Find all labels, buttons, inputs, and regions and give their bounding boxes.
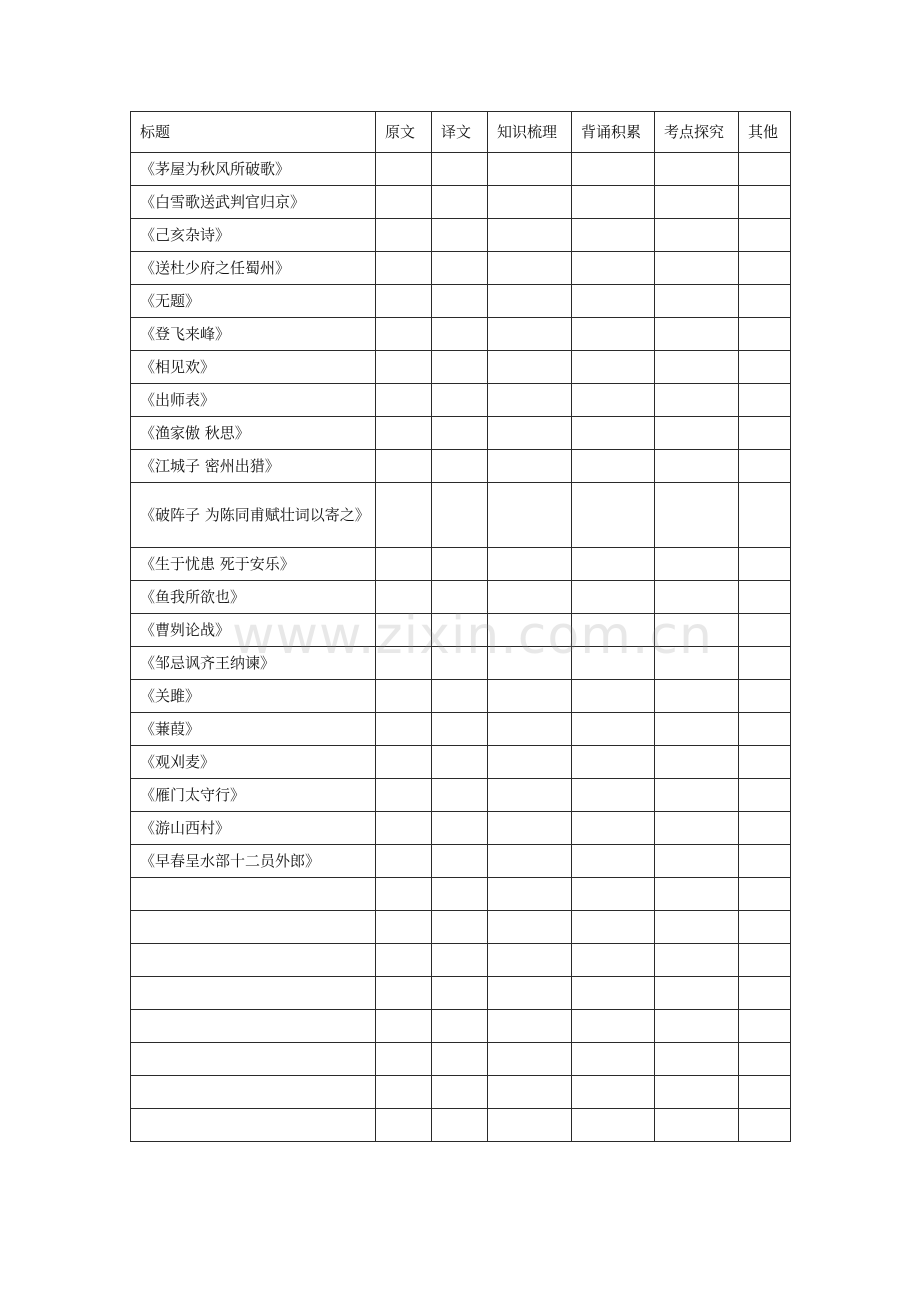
empty-cell	[572, 1076, 655, 1109]
empty-cell	[488, 548, 572, 581]
empty-cell	[376, 713, 432, 746]
empty-cell	[739, 351, 791, 384]
empty-cell	[432, 845, 488, 878]
empty-cell	[488, 384, 572, 417]
empty-cell	[572, 812, 655, 845]
empty-cell	[488, 1109, 572, 1142]
empty-cell	[572, 351, 655, 384]
empty-cell	[572, 680, 655, 713]
empty-cell	[432, 779, 488, 812]
empty-cell	[488, 1010, 572, 1043]
empty-cell	[376, 878, 432, 911]
empty-cell	[432, 614, 488, 647]
empty-cell	[488, 318, 572, 351]
table-row	[131, 713, 791, 746]
empty-cell	[572, 713, 655, 746]
empty-cell	[655, 977, 739, 1010]
row-title-cell	[131, 911, 376, 944]
empty-cell	[488, 680, 572, 713]
empty-cell	[488, 911, 572, 944]
empty-cell	[739, 977, 791, 1010]
empty-cell	[488, 878, 572, 911]
empty-cell	[572, 911, 655, 944]
empty-cell	[488, 450, 572, 483]
empty-cell	[572, 417, 655, 450]
row-title-cell: 《白雪歌送武判官归京》	[131, 186, 376, 219]
row-title-cell	[131, 1010, 376, 1043]
empty-cell	[572, 318, 655, 351]
empty-cell	[739, 944, 791, 977]
empty-cell	[655, 548, 739, 581]
empty-cell	[572, 977, 655, 1010]
watermark: www.zixin.com.cn	[232, 606, 713, 666]
empty-cell	[376, 1010, 432, 1043]
classical-text-checklist-table	[130, 111, 791, 1142]
empty-cell	[739, 779, 791, 812]
empty-cell	[739, 1076, 791, 1109]
empty-cell	[488, 614, 572, 647]
table-row	[131, 1076, 791, 1109]
empty-cell	[488, 812, 572, 845]
empty-cell	[432, 812, 488, 845]
empty-cell	[572, 647, 655, 680]
empty-cell	[432, 417, 488, 450]
row-title-cell: 《无题》	[131, 285, 376, 318]
empty-cell	[739, 153, 791, 186]
table-row	[131, 153, 791, 186]
empty-cell	[376, 219, 432, 252]
table-row	[131, 318, 791, 351]
empty-cell	[432, 548, 488, 581]
empty-cell	[432, 153, 488, 186]
table-row	[131, 779, 791, 812]
empty-cell	[739, 812, 791, 845]
empty-cell	[655, 1109, 739, 1142]
row-title-cell	[131, 1076, 376, 1109]
empty-cell	[376, 153, 432, 186]
empty-cell	[488, 153, 572, 186]
row-title-cell: 《相见欢》	[131, 351, 376, 384]
empty-cell	[655, 878, 739, 911]
empty-cell	[655, 812, 739, 845]
empty-cell	[739, 1043, 791, 1076]
row-title-cell: 《邹忌讽齐王纳谏》	[131, 647, 376, 680]
header-knowledge-review: 知识梳理	[488, 112, 572, 153]
row-title-cell: 《鱼我所欲也》	[131, 581, 376, 614]
table-body	[131, 153, 791, 1142]
row-title-cell	[131, 944, 376, 977]
table-row	[131, 351, 791, 384]
empty-cell	[488, 944, 572, 977]
empty-cell	[572, 614, 655, 647]
empty-cell	[376, 680, 432, 713]
table-row	[131, 614, 791, 647]
empty-cell	[432, 1043, 488, 1076]
empty-cell	[432, 252, 488, 285]
empty-cell	[488, 1043, 572, 1076]
empty-cell	[655, 713, 739, 746]
table-row	[131, 219, 791, 252]
empty-cell	[655, 581, 739, 614]
empty-cell	[655, 1076, 739, 1109]
table-row	[131, 252, 791, 285]
row-title-cell: 《蒹葭》	[131, 713, 376, 746]
empty-cell	[655, 1043, 739, 1076]
row-title-cell: 《渔家傲 秋思》	[131, 417, 376, 450]
row-title-cell: 《生于忧患 死于安乐》	[131, 548, 376, 581]
empty-cell	[432, 1010, 488, 1043]
empty-cell	[739, 746, 791, 779]
empty-cell	[488, 746, 572, 779]
empty-cell	[376, 1076, 432, 1109]
table-row	[131, 1109, 791, 1142]
empty-cell	[376, 779, 432, 812]
table-row	[131, 384, 791, 417]
empty-cell	[655, 779, 739, 812]
empty-cell	[739, 845, 791, 878]
empty-cell	[572, 944, 655, 977]
empty-cell	[432, 450, 488, 483]
empty-cell	[655, 614, 739, 647]
table-row	[131, 1010, 791, 1043]
row-title-cell	[131, 1043, 376, 1076]
table-header-row	[131, 112, 791, 153]
empty-cell	[376, 351, 432, 384]
row-title-cell: 《曹刿论战》	[131, 614, 376, 647]
empty-cell	[432, 483, 488, 548]
empty-cell	[488, 252, 572, 285]
row-title-cell: 《茅屋为秋风所破歌》	[131, 153, 376, 186]
empty-cell	[655, 450, 739, 483]
empty-cell	[488, 351, 572, 384]
empty-cell	[655, 351, 739, 384]
empty-cell	[739, 318, 791, 351]
row-title-cell: 《送杜少府之任蜀州》	[131, 252, 376, 285]
empty-cell	[488, 779, 572, 812]
table-row	[131, 1043, 791, 1076]
empty-cell	[572, 252, 655, 285]
row-title-cell: 《早春呈水部十二员外郎》	[131, 845, 376, 878]
table-row	[131, 878, 791, 911]
empty-cell	[739, 384, 791, 417]
empty-cell	[572, 878, 655, 911]
header-original-text: 原文	[376, 112, 432, 153]
empty-cell	[432, 186, 488, 219]
empty-cell	[488, 977, 572, 1010]
empty-cell	[488, 186, 572, 219]
empty-cell	[572, 746, 655, 779]
empty-cell	[376, 1043, 432, 1076]
empty-cell	[739, 911, 791, 944]
table-row	[131, 944, 791, 977]
empty-cell	[376, 581, 432, 614]
empty-cell	[572, 1043, 655, 1076]
empty-cell	[739, 219, 791, 252]
row-title-cell	[131, 878, 376, 911]
table-row	[131, 483, 791, 548]
table-row	[131, 647, 791, 680]
empty-cell	[572, 1109, 655, 1142]
empty-cell	[432, 977, 488, 1010]
empty-cell	[572, 779, 655, 812]
empty-cell	[739, 186, 791, 219]
empty-cell	[432, 647, 488, 680]
empty-cell	[432, 713, 488, 746]
row-title-cell	[131, 977, 376, 1010]
empty-cell	[376, 450, 432, 483]
table-row	[131, 450, 791, 483]
empty-cell	[432, 581, 488, 614]
empty-cell	[572, 548, 655, 581]
empty-cell	[432, 1109, 488, 1142]
empty-cell	[739, 252, 791, 285]
empty-cell	[488, 1076, 572, 1109]
row-title-cell: 《观刈麦》	[131, 746, 376, 779]
header-exam-points: 考点探究	[655, 112, 739, 153]
empty-cell	[376, 318, 432, 351]
empty-cell	[655, 252, 739, 285]
empty-cell	[655, 680, 739, 713]
table-row	[131, 911, 791, 944]
empty-cell	[572, 186, 655, 219]
empty-cell	[488, 713, 572, 746]
empty-cell	[655, 219, 739, 252]
empty-cell	[655, 384, 739, 417]
empty-cell	[376, 746, 432, 779]
empty-cell	[376, 812, 432, 845]
empty-cell	[488, 647, 572, 680]
header-translation: 译文	[432, 112, 488, 153]
empty-cell	[432, 680, 488, 713]
empty-cell	[376, 548, 432, 581]
empty-cell	[739, 647, 791, 680]
row-title-cell: 《己亥杂诗》	[131, 219, 376, 252]
table-row	[131, 845, 791, 878]
row-title-cell: 《破阵子 为陈同甫赋壮词以寄之》	[131, 483, 376, 548]
empty-cell	[376, 483, 432, 548]
empty-cell	[376, 614, 432, 647]
empty-cell	[655, 186, 739, 219]
empty-cell	[376, 911, 432, 944]
empty-cell	[655, 911, 739, 944]
empty-cell	[376, 944, 432, 977]
row-title-cell: 《江城子 密州出猎》	[131, 450, 376, 483]
empty-cell	[655, 285, 739, 318]
empty-cell	[572, 219, 655, 252]
empty-cell	[572, 450, 655, 483]
empty-cell	[432, 878, 488, 911]
empty-cell	[572, 384, 655, 417]
header-other: 其他	[739, 112, 791, 153]
empty-cell	[739, 285, 791, 318]
table-row	[131, 977, 791, 1010]
empty-cell	[432, 1076, 488, 1109]
empty-cell	[432, 746, 488, 779]
header-recitation: 背诵积累	[572, 112, 655, 153]
empty-cell	[432, 911, 488, 944]
table-row	[131, 581, 791, 614]
table-row	[131, 548, 791, 581]
empty-cell	[376, 252, 432, 285]
row-title-cell: 《游山西村》	[131, 812, 376, 845]
empty-cell	[739, 483, 791, 548]
empty-cell	[432, 384, 488, 417]
table-row	[131, 680, 791, 713]
row-title-cell	[131, 1109, 376, 1142]
header-title: 标题	[131, 112, 376, 153]
empty-cell	[488, 845, 572, 878]
empty-cell	[376, 285, 432, 318]
empty-cell	[376, 845, 432, 878]
table-row	[131, 186, 791, 219]
empty-cell	[432, 318, 488, 351]
empty-cell	[655, 944, 739, 977]
empty-cell	[739, 878, 791, 911]
empty-cell	[739, 417, 791, 450]
row-title-cell: 《雁门太守行》	[131, 779, 376, 812]
empty-cell	[655, 845, 739, 878]
empty-cell	[432, 219, 488, 252]
empty-cell	[572, 153, 655, 186]
empty-cell	[655, 318, 739, 351]
empty-cell	[488, 219, 572, 252]
row-title-cell: 《出师表》	[131, 384, 376, 417]
empty-cell	[572, 483, 655, 548]
empty-cell	[739, 548, 791, 581]
empty-cell	[572, 581, 655, 614]
empty-cell	[655, 483, 739, 548]
empty-cell	[376, 977, 432, 1010]
empty-cell	[572, 845, 655, 878]
empty-cell	[376, 647, 432, 680]
empty-cell	[655, 153, 739, 186]
empty-cell	[376, 384, 432, 417]
table-row	[131, 285, 791, 318]
empty-cell	[376, 186, 432, 219]
row-title-cell: 《关雎》	[131, 680, 376, 713]
empty-cell	[739, 1010, 791, 1043]
empty-cell	[432, 285, 488, 318]
empty-cell	[432, 944, 488, 977]
empty-cell	[655, 746, 739, 779]
row-title-cell: 《登飞来峰》	[131, 318, 376, 351]
table-row	[131, 812, 791, 845]
table-row	[131, 746, 791, 779]
empty-cell	[488, 417, 572, 450]
empty-cell	[739, 713, 791, 746]
empty-cell	[739, 1109, 791, 1142]
table-row	[131, 417, 791, 450]
empty-cell	[488, 285, 572, 318]
empty-cell	[739, 450, 791, 483]
empty-cell	[655, 647, 739, 680]
empty-cell	[572, 285, 655, 318]
empty-cell	[739, 581, 791, 614]
empty-cell	[655, 1010, 739, 1043]
empty-cell	[376, 417, 432, 450]
empty-cell	[488, 483, 572, 548]
empty-cell	[572, 1010, 655, 1043]
empty-cell	[655, 417, 739, 450]
empty-cell	[432, 351, 488, 384]
empty-cell	[488, 581, 572, 614]
empty-cell	[739, 614, 791, 647]
empty-cell	[739, 680, 791, 713]
empty-cell	[376, 1109, 432, 1142]
